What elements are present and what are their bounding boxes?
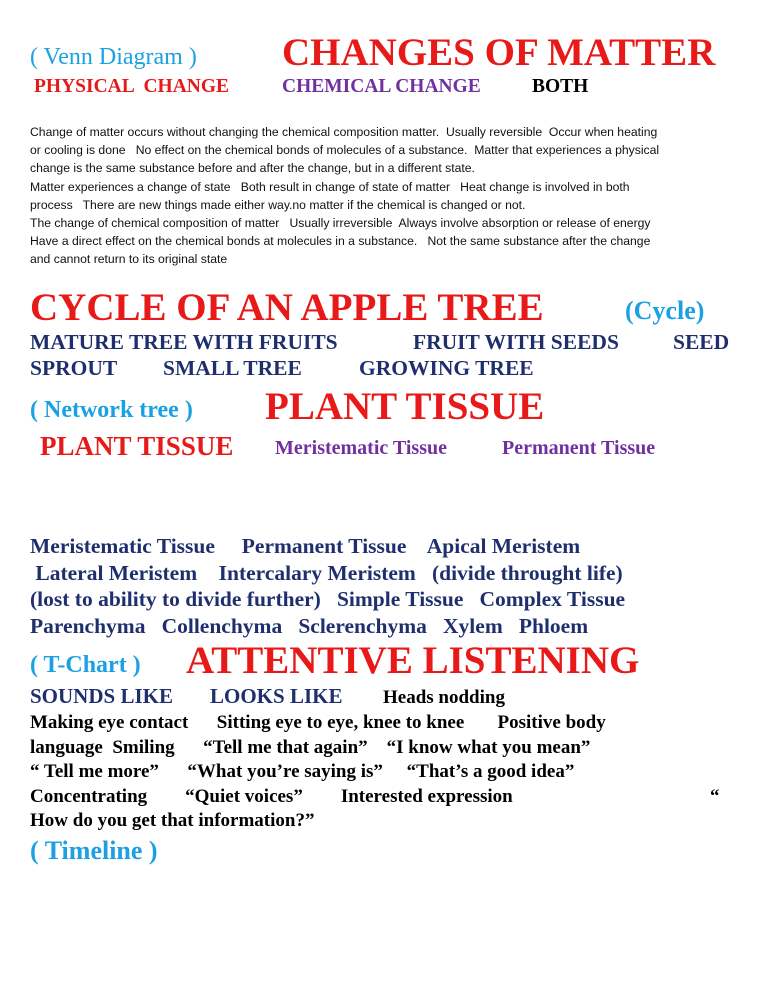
network-tree-label: ( Network tree ) bbox=[30, 397, 193, 423]
cycle-label: (Cycle) bbox=[625, 296, 705, 325]
venn-line: change is the same substance before and after the change, but in a different state. bbox=[30, 161, 475, 176]
open-quote: “ bbox=[710, 786, 720, 807]
t-chart-label: ( T-Chart ) bbox=[30, 652, 141, 678]
tissue-line: Meristematic Tissue Permanent Tissue Apical Meristem bbox=[30, 534, 581, 558]
cycle-item: SPROUT bbox=[30, 356, 118, 380]
attentive-listening-title: ATTENTIVE LISTENING bbox=[186, 639, 640, 682]
venn-diagram-label: ( Venn Diagram ) bbox=[30, 44, 197, 70]
changes-of-matter-title: CHANGES OF MATTER bbox=[282, 31, 716, 74]
plant-tissue-title: PLANT TISSUE bbox=[265, 385, 545, 428]
physical-change-header: PHYSICAL CHANGE bbox=[34, 76, 230, 97]
venn-line: or cooling is done No effect on the chemical bonds of molecules of a substance. Matter that experiences a physical bbox=[30, 143, 660, 158]
tissue-line: Lateral Meristem Intercalary Meristem (divide throught life) bbox=[30, 561, 623, 585]
tissue-line: Parenchyma Collenchyma Sclerenchyma Xylem Phloem bbox=[30, 614, 589, 638]
tchart-last-line: How do you get that information?” bbox=[30, 810, 315, 831]
venn-line: process There are new things made either way.no matter if the chemical is changed or not. bbox=[30, 197, 526, 212]
venn-line: Change of matter occurs without changing the chemical composition matter. Usually reversible Occur when heating bbox=[30, 125, 658, 139]
heads-nodding: Heads nodding bbox=[383, 687, 505, 708]
cycle-title: CYCLE OF AN APPLE TREE bbox=[30, 286, 544, 329]
tchart-line: “ Tell me more” “What you’re saying is” “That’s a good idea” bbox=[30, 761, 575, 782]
venn-line: Matter experiences a change of state Both result in change of state of matter Heat change is involved in both bbox=[30, 179, 630, 194]
venn-paragraph bbox=[30, 123, 740, 269]
both-header: BOTH bbox=[532, 76, 589, 97]
cycle-item: GROWING TREE bbox=[359, 356, 534, 380]
looks-like-header: LOOKS LIKE bbox=[210, 684, 343, 708]
cycle-item: FRUIT WITH SEEDS bbox=[413, 330, 619, 354]
venn-line: and cannot return to its original state bbox=[30, 252, 228, 267]
venn-line: Have a direct effect on the chemical bonds at molecules in a substance. Not the same substance after the change bbox=[30, 234, 651, 249]
plant-tissue-root: PLANT TISSUE bbox=[40, 431, 234, 461]
cycle-item: SEED bbox=[673, 330, 730, 354]
timeline-label: ( Timeline ) bbox=[30, 836, 158, 865]
tchart-line: Concentrating “Quiet voices” Interested expression bbox=[30, 786, 513, 807]
tchart-line: language Smiling “Tell me that again” “I know what you mean” bbox=[30, 737, 591, 758]
cycle-item: MATURE TREE WITH FRUITS bbox=[30, 330, 338, 354]
venn-line: The change of chemical composition of matter Usually irreversible Always involve absorption or release of energy bbox=[30, 216, 651, 231]
tissue-line: (lost to ability to divide further) Simple Tissue Complex Tissue bbox=[30, 587, 626, 611]
cycle-item: SMALL TREE bbox=[163, 356, 302, 380]
meristematic-branch: Meristematic Tissue bbox=[275, 437, 448, 459]
permanent-branch: Permanent Tissue bbox=[502, 437, 656, 459]
sounds-like-header: SOUNDS LIKE bbox=[30, 684, 173, 708]
tchart-line: Making eye contact Sitting eye to eye, knee to knee Positive body bbox=[30, 712, 606, 733]
chemical-change-header: CHEMICAL CHANGE bbox=[282, 76, 481, 97]
